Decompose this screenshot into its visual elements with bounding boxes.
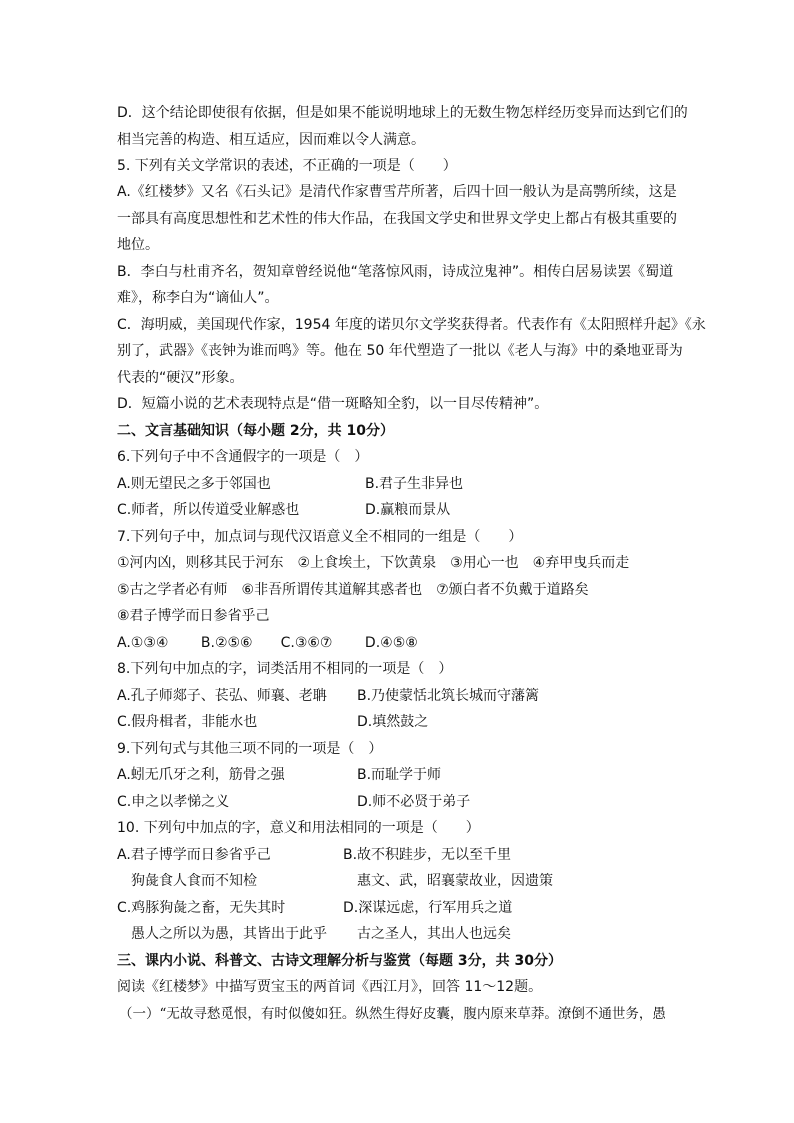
- option-5b-line2: 难》，称李白为“谪仙人”。: [117, 290, 279, 306]
- option-5c-line3: 代表的“硬汉”形象。: [117, 370, 244, 386]
- option-9b: B.而耻学于师: [357, 767, 442, 783]
- option-6d: D.赢粮而景从: [365, 502, 451, 518]
- option-10b-1: B.故不积跬步，无以至千里: [343, 847, 512, 863]
- question-7-items-1: ①河内凶，则移其民于河东 ②上食埃土，下饮黄泉 ③用心一也 ④弃甲曳兵而走: [117, 555, 630, 571]
- option-5a-line1: A.《红楼梦》又名《石头记》是清代作家曹雪芹所著，后四十回一般认为是高鹗所续，这是: [117, 184, 677, 200]
- section-2-heading: 二、文言基础知识（每小题 2分，共 10分）: [117, 423, 394, 439]
- option-10d-1: D.深谋远虑，行军用兵之道: [343, 900, 513, 916]
- option-8b: B.乃使蒙恬北筑长城而守藩篱: [357, 688, 540, 704]
- reading-instruction: 阅读《红楼梦》中描写贾宝玉的两首词《西江月》，回答 11～12题。: [117, 979, 543, 995]
- question-7-items-3: ⑧君子博学而日参省乎己: [117, 608, 270, 624]
- option-5d: D．短篇小说的艺术表现特点是“借一斑略知全豹，以一目尽传精神”。: [117, 396, 549, 412]
- option-10a-1: A.君子博学而日参省乎己: [117, 847, 271, 863]
- question-8: 8.下列句中加点的字，词类活用不相同的一项是（ ）: [117, 661, 453, 677]
- option-8a: A.孔子师郯子、苌弘、师襄、老聃: [117, 688, 327, 704]
- option-8d: D.填然鼓之: [357, 714, 429, 730]
- question-10: 10. 下列句中加点的字，意义和用法相同的一项是（ ）: [117, 820, 480, 836]
- option-5a-line3: 地位。: [117, 237, 159, 253]
- option-5a-line2: 一部具有高度思想性和艺术性的伟大作品，在我国文学史和世界文学史上都占有极其重要的: [117, 211, 677, 227]
- poem-1-line1: （一）“无故寻愁觅恨，有时似傻如狂。纵然生得好皮囊，腹内原来草莽。潦倒不通世务，愚: [119, 1006, 666, 1022]
- section-3-heading: 三、课内小说、科普文、古诗文理解分析与鉴赏（每题 3分，共 30分）: [117, 953, 562, 969]
- option-9a: A.蚓无爪牙之利，筋骨之强: [117, 767, 285, 783]
- question-7-options: A.①③④ B.②⑤⑥ C.③⑥⑦ D.④⑤⑧: [117, 635, 418, 651]
- option-5c-line2: 别了，武器》《丧钟为谁而鸣》等。他在 50 年代塑造了一批以《老人与海》中的桑地亚哥为: [117, 343, 683, 359]
- question-7: 7.下列句子中，加点词与现代汉语意义全不相同的一组是（ ）: [117, 529, 523, 545]
- question-6: 6.下列句子中不含通假字的一项是（ ）: [117, 449, 369, 465]
- option-8c: C.假舟楫者，非能水也: [117, 714, 258, 730]
- option-10d-2: 古之圣人，其出人也远矣: [357, 926, 511, 942]
- option-6a: A.则无望民之多于邻国也: [117, 476, 271, 492]
- option-4d-line2: 相当完善的构造、相互适应，因而难以令人满意。: [117, 132, 425, 148]
- question-9: 9.下列句式与其他三项不同的一项是（ ）: [117, 741, 383, 757]
- option-9d: D.师不必贤于弟子: [357, 794, 471, 810]
- option-10a-2: 狗彘食人食而不知检: [131, 873, 257, 889]
- option-6c: C.师者，所以传道受业解惑也: [117, 502, 300, 518]
- option-4d-line1: D．这个结论即使很有依据，但是如果不能说明地球上的无数生物怎样经历变异而达到它们的: [117, 105, 688, 121]
- option-10c-1: C.鸡豚狗彘之畜，无失其时: [117, 900, 286, 916]
- option-10b-2: 惠文、武，昭襄蒙故业，因遗策: [357, 873, 553, 889]
- option-6b: B.君子生非异也: [365, 476, 464, 492]
- option-5b-line1: B．李白与杜甫齐名，贺知章曾经说他“笔落惊风雨，诗成泣鬼神”。相传白居易读罢《蜀道: [117, 264, 674, 280]
- question-7-items-2: ⑤古之学者必有师 ⑥非吾所谓传其道解其惑者也 ⑦颁白者不负戴于道路矣: [117, 582, 589, 598]
- option-5c-line1: C．海明威，美国现代作家，1954 年度的诺贝尔文学奖获得者。代表作有《太阳照样升起》《永: [117, 317, 706, 333]
- question-5: 5. 下列有关文学常识的表述，不正确的一项是（ ）: [117, 158, 457, 174]
- option-9c: C.申之以孝悌之义: [117, 794, 230, 810]
- option-10c-2: 愚人之所以为愚，其皆出于此乎: [131, 926, 327, 942]
